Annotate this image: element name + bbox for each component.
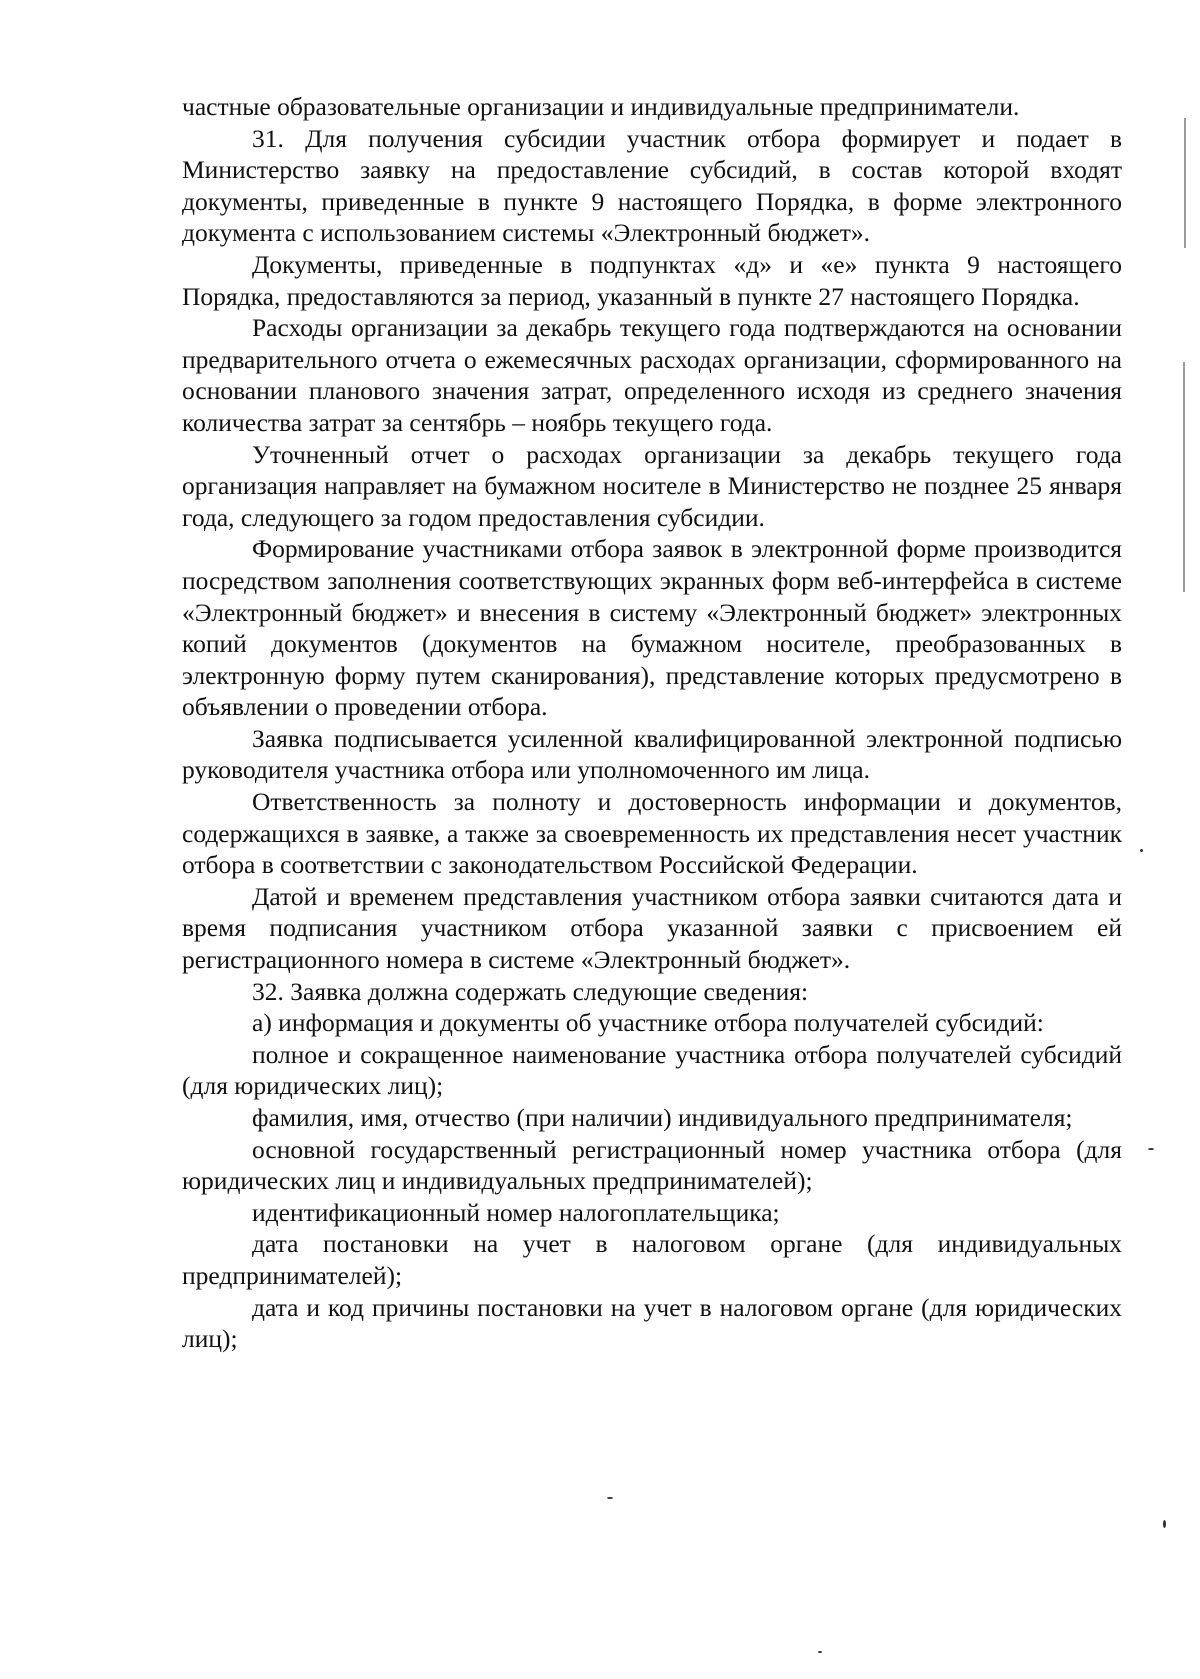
paragraph-tax-registration-ip: дата постановки на учет в налоговом органе (для индивидуальных предпринимателей); — [182, 1229, 1122, 1290]
scan-speck — [1148, 1148, 1154, 1150]
scan-margin-line — [1183, 362, 1185, 592]
paragraph-item-32: 32. Заявка должна содержать следующие сведения: — [252, 976, 809, 1006]
paragraph-december-expenses: Расходы организации за декабрь текущего года подтверждаются на основании предварительного отчета о ежемесячных расходах организации, сформированного на основании планового значения затрат, определенного исходя из среднего значения количества затрат за сентябрь – ноябрь текущего года. — [182, 313, 1122, 437]
paragraph-ogrn: основной государственный регистрационный номер участника отбора (для юридических лиц и индивидуальных предпринимателей); — [182, 1134, 1122, 1196]
paragraph-subitem-a: а) информация и документы об участнике отбора получателей субсидий: — [252, 1008, 1044, 1038]
paragraph-signature: Заявка подписывается усиленной квалифицированной электронной подписью руководителя участника отбора или уполномоченного им лица. — [182, 723, 1122, 785]
paragraph-submission-date: Датой и временем представления участником отбора заявки считаются дата и время подписания участником отбора указанной заявки с присвоением ей регистрационного номера в системе «Электронный бюджет». — [182, 881, 1122, 975]
scan-speck — [607, 1497, 613, 1499]
scan-speck — [818, 1651, 822, 1653]
paragraph-fio: фамилия, имя, отчество (при наличии) индивидуального предпринимателя; — [252, 1103, 1073, 1132]
paragraph-refined-report: Уточненный отчет о расходах организации за декабрь текущего года организация направляет на бумажном носителе в Министерство не позднее 25 января года, следующего за годом предоставления субсидии. — [182, 439, 1122, 532]
paragraph-responsibility: Ответственность за полноту и достоверность информации и документов, содержащихся в заявке, а также за своевременность их представления несет участник отбора в соответствии с законодательством Российской Федерации. — [182, 787, 1122, 880]
paragraph-tax-registration-ul: дата и код причины постановки на учет в налоговом органе (для юридических лиц); — [182, 1292, 1122, 1354]
paragraph-continuation: частные образовательные организации и индивидуальные предприниматели. — [182, 92, 1020, 121]
paragraph-item-31: 31. Для получения субсидии участник отбора формирует и подает в Министерство заявку на предоставление субсидий, в состав которой входят документы, приведенные в пункте 9 настоящего Порядка, в форме электронного документа с использованием системы «Электронный бюджет». — [182, 123, 1122, 248]
scan-margin-line — [1184, 118, 1186, 248]
scan-speck — [1140, 849, 1143, 852]
paragraph-electronic-form: Формирование участниками отбора заявок в электронной форме производится посредством заполнения соответствующих экранных форм веб-интерфейса в системе «Электронный бюджет» и внесения в систему «Электронный бюджет» электронных копий документов (документов на бумажном носителе, преобразованных в электронную форму путем сканирования), представление которых предусмотрено в объявлении о проведении отбора. — [182, 534, 1122, 722]
paragraph-inn: идентификационный номер налогоплательщика; — [252, 1197, 780, 1227]
paragraph-full-name: полное и сокращенное наименование участника отбора получателей субсидий (для юридических лиц); — [182, 1039, 1122, 1101]
paragraph-documents-period: Документы, приведенные в подпунктах «д» и «е» пункта 9 настоящего Порядка, предоставляются за период, указанный в пункте 27 настоящего Порядка. — [182, 249, 1122, 311]
document-body — [182, 91, 1122, 1355]
scan-speck — [1163, 1520, 1166, 1528]
